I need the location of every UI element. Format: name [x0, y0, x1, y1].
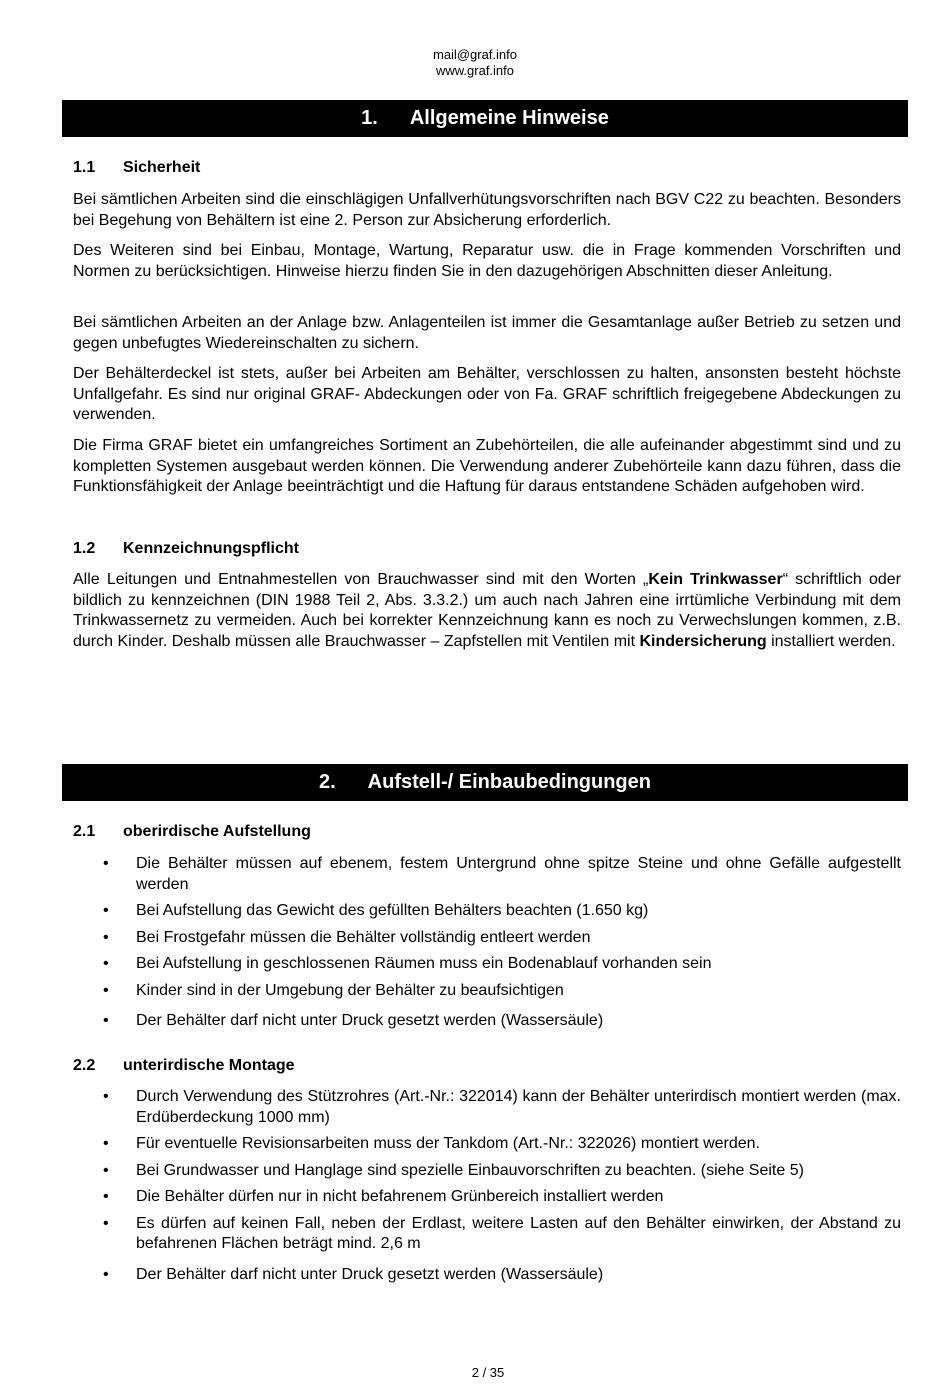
- section-2-title: Aufstell-/ Einbaubedingungen: [367, 771, 651, 793]
- list-item: • Durch Verwendung des Stützrohres (Art.-Nr.: 322014) kann der Behälter unterirdisch montiert werden (max. Erdüberdeckung 1000 mm): [103, 1088, 901, 1126]
- list-item: • Bei Aufstellung das Gewicht des gefüllten Behälters beachten (1.650 kg): [73, 901, 901, 922]
- list-item: • Der Behälter darf nicht unter Druck gesetzt werden (Wassersäule): [73, 1011, 901, 1032]
- labeling-text-2: “ schriftlich oder bildlich zu kennzeichnen (DIN 1988 Teil 2, Abs. 3.3.2.) um auch nach Jahren eine irrtümliche Verbindung mit dem Trinkwassernetz zu vermeiden. Auch bei korrekter Kennzeichnung kann es noch zu Verwechslungen kommen, z.B. durch Kinder. Deshalb müssen alle Brauchwasser – Zapfstellen mit Ventilen mit: [73, 571, 901, 650]
- paragraph-safety-1: Bei sämtlichen Arbeiten sind die einschlägigen Unfallverhütungsvorschriften nach BGV C22 zu beachten. Besonders bei Begehung von Behältern ist eine 2. Person zur Absicherung erforderlich.: [73, 191, 901, 229]
- subsection-2-1-title: oberirdische Aufstellung: [123, 823, 311, 840]
- subsection-1-1-heading: [73, 158, 200, 178]
- paragraph-safety-3: Bei sämtlichen Arbeiten an der Anlage bzw. Anlagenteilen ist immer die Gesamtanlage außer Betrieb zu setzen und gegen unbefugtes Wiedereinschalten zu sichern.: [73, 314, 901, 352]
- paragraph-labeling: [73, 570, 901, 652]
- list-item: • Es dürfen auf keinen Fall, neben der Erdlast, weitere Lasten auf den Behälter einwirken, der Abstand zu befahrenen Flächen beträgt mind. 2,6 m: [103, 1214, 901, 1252]
- bullet-icon: •: [103, 1161, 109, 1179]
- bullet-icon: •: [103, 1265, 109, 1283]
- header-website: www.graf.info: [435, 63, 515, 78]
- subsection-1-2-title: Kennzeichnungspflicht: [123, 540, 299, 557]
- section-2-heading: [62, 764, 908, 801]
- subsection-2-1-heading: [73, 822, 311, 842]
- subsection-1-1-number: 1.1: [73, 159, 96, 176]
- bullet-icon: •: [103, 1012, 109, 1029]
- bullet-icon: •: [103, 855, 109, 872]
- section-1-number: 1.: [361, 107, 378, 129]
- section-2-number: 2.: [318, 771, 336, 793]
- bullet-icon: •: [103, 981, 109, 999]
- bullet-icon: •: [103, 902, 109, 919]
- list-item: • Die Behälter müssen auf ebenem, festem Untergrund ohne spitze Steine und ohne Gefälle aufgestellt werden: [103, 855, 901, 893]
- section-1-heading: [62, 100, 908, 137]
- section-1-title: Allgemeine Hinweise: [409, 107, 609, 129]
- page-header: [0, 47, 950, 79]
- list-item: • Die Behälter dürfen nur in nicht befahrenem Grünbereich installiert werden: [73, 1187, 901, 1208]
- bullet-icon: •: [103, 1214, 109, 1232]
- list-item: • Bei Frostgefahr müssen die Behälter vollständig entleert werden: [73, 928, 901, 949]
- list-item: • Kinder sind in der Umgebung der Behälter zu beaufsichtigen: [73, 981, 901, 1002]
- paragraph-safety-2: Des Weiteren sind bei Einbau, Montage, Wartung, Reparatur usw. die in Frage kommenden Vorschriften und Normen zu berücksichtigen. Hinweise hierzu finden Sie in den dazugehörigen Abschnitten dieser Anleitung.: [73, 242, 901, 280]
- underground-list: [73, 1087, 901, 1285]
- labeling-bold-no-drinking-water: Kein Trinkwasser: [648, 571, 783, 588]
- labeling-text-3: installiert werden.: [766, 632, 896, 650]
- page-number: 2 / 35: [471, 1365, 505, 1380]
- header-email: mail@graf.info: [432, 47, 517, 62]
- aboveground-list: [73, 854, 901, 1032]
- subsection-2-1-number: 2.1: [73, 823, 96, 840]
- subsection-2-2-title: unterirdische Montage: [123, 1057, 295, 1074]
- subsection-2-2-heading: [73, 1056, 295, 1076]
- paragraph-safety-4: Der Behälterdeckel ist stets, außer bei Arbeiten am Behälter, verschlossen zu halten, ansonsten besteht höchste Unfallgefahr. Es sind nur original GRAF- Abdeckungen oder von Fa. GRAF schriftlich freigegebene Abdeckungen zu verwenden.: [73, 365, 901, 423]
- bullet-icon: •: [103, 955, 109, 972]
- subsection-1-2-heading: [73, 539, 299, 559]
- subsection-1-1-title: Sicherheit: [123, 159, 201, 176]
- bullet-icon: •: [103, 1188, 109, 1205]
- list-item: • Für eventuelle Revisionsarbeiten muss der Tankdom (Art.-Nr.: 322026) montiert werden.: [73, 1134, 901, 1155]
- list-item: • Bei Grundwasser und Hanglage sind spezielle Einbauvorschriften zu beachten. (siehe Seite 5): [73, 1161, 901, 1182]
- labeling-bold-child-safety: Kindersicherung: [639, 632, 767, 650]
- labeling-text-1: Alle Leitungen und Entnahmestellen von Brauchwasser sind mit den Worten „: [73, 571, 649, 588]
- list-item: • Der Behälter darf nicht unter Druck gesetzt werden (Wassersäule): [73, 1265, 901, 1286]
- subsection-1-2-number: 1.2: [73, 540, 96, 557]
- subsection-2-2-number: 2.2: [73, 1057, 96, 1074]
- bullet-icon: •: [103, 1135, 109, 1152]
- bullet-icon: •: [103, 1088, 109, 1105]
- paragraph-safety-5: Die Firma GRAF bietet ein umfangreiches Sortiment an Zubehörteilen, die alle aufeinander abgestimmt sind und zu kompletten Systemen ausgebaut werden können. Die Verwendung anderer Zubehörteile kann dazu führen, dass die Funktionsfähigkeit der Anlage beeinträchtigt und die Haftung für daraus entstandene Schäden aufgehoben wird.: [73, 437, 901, 495]
- list-item: • Bei Aufstellung in geschlossenen Räumen muss ein Bodenablauf vorhanden sein: [73, 954, 901, 975]
- bullet-icon: •: [103, 928, 109, 946]
